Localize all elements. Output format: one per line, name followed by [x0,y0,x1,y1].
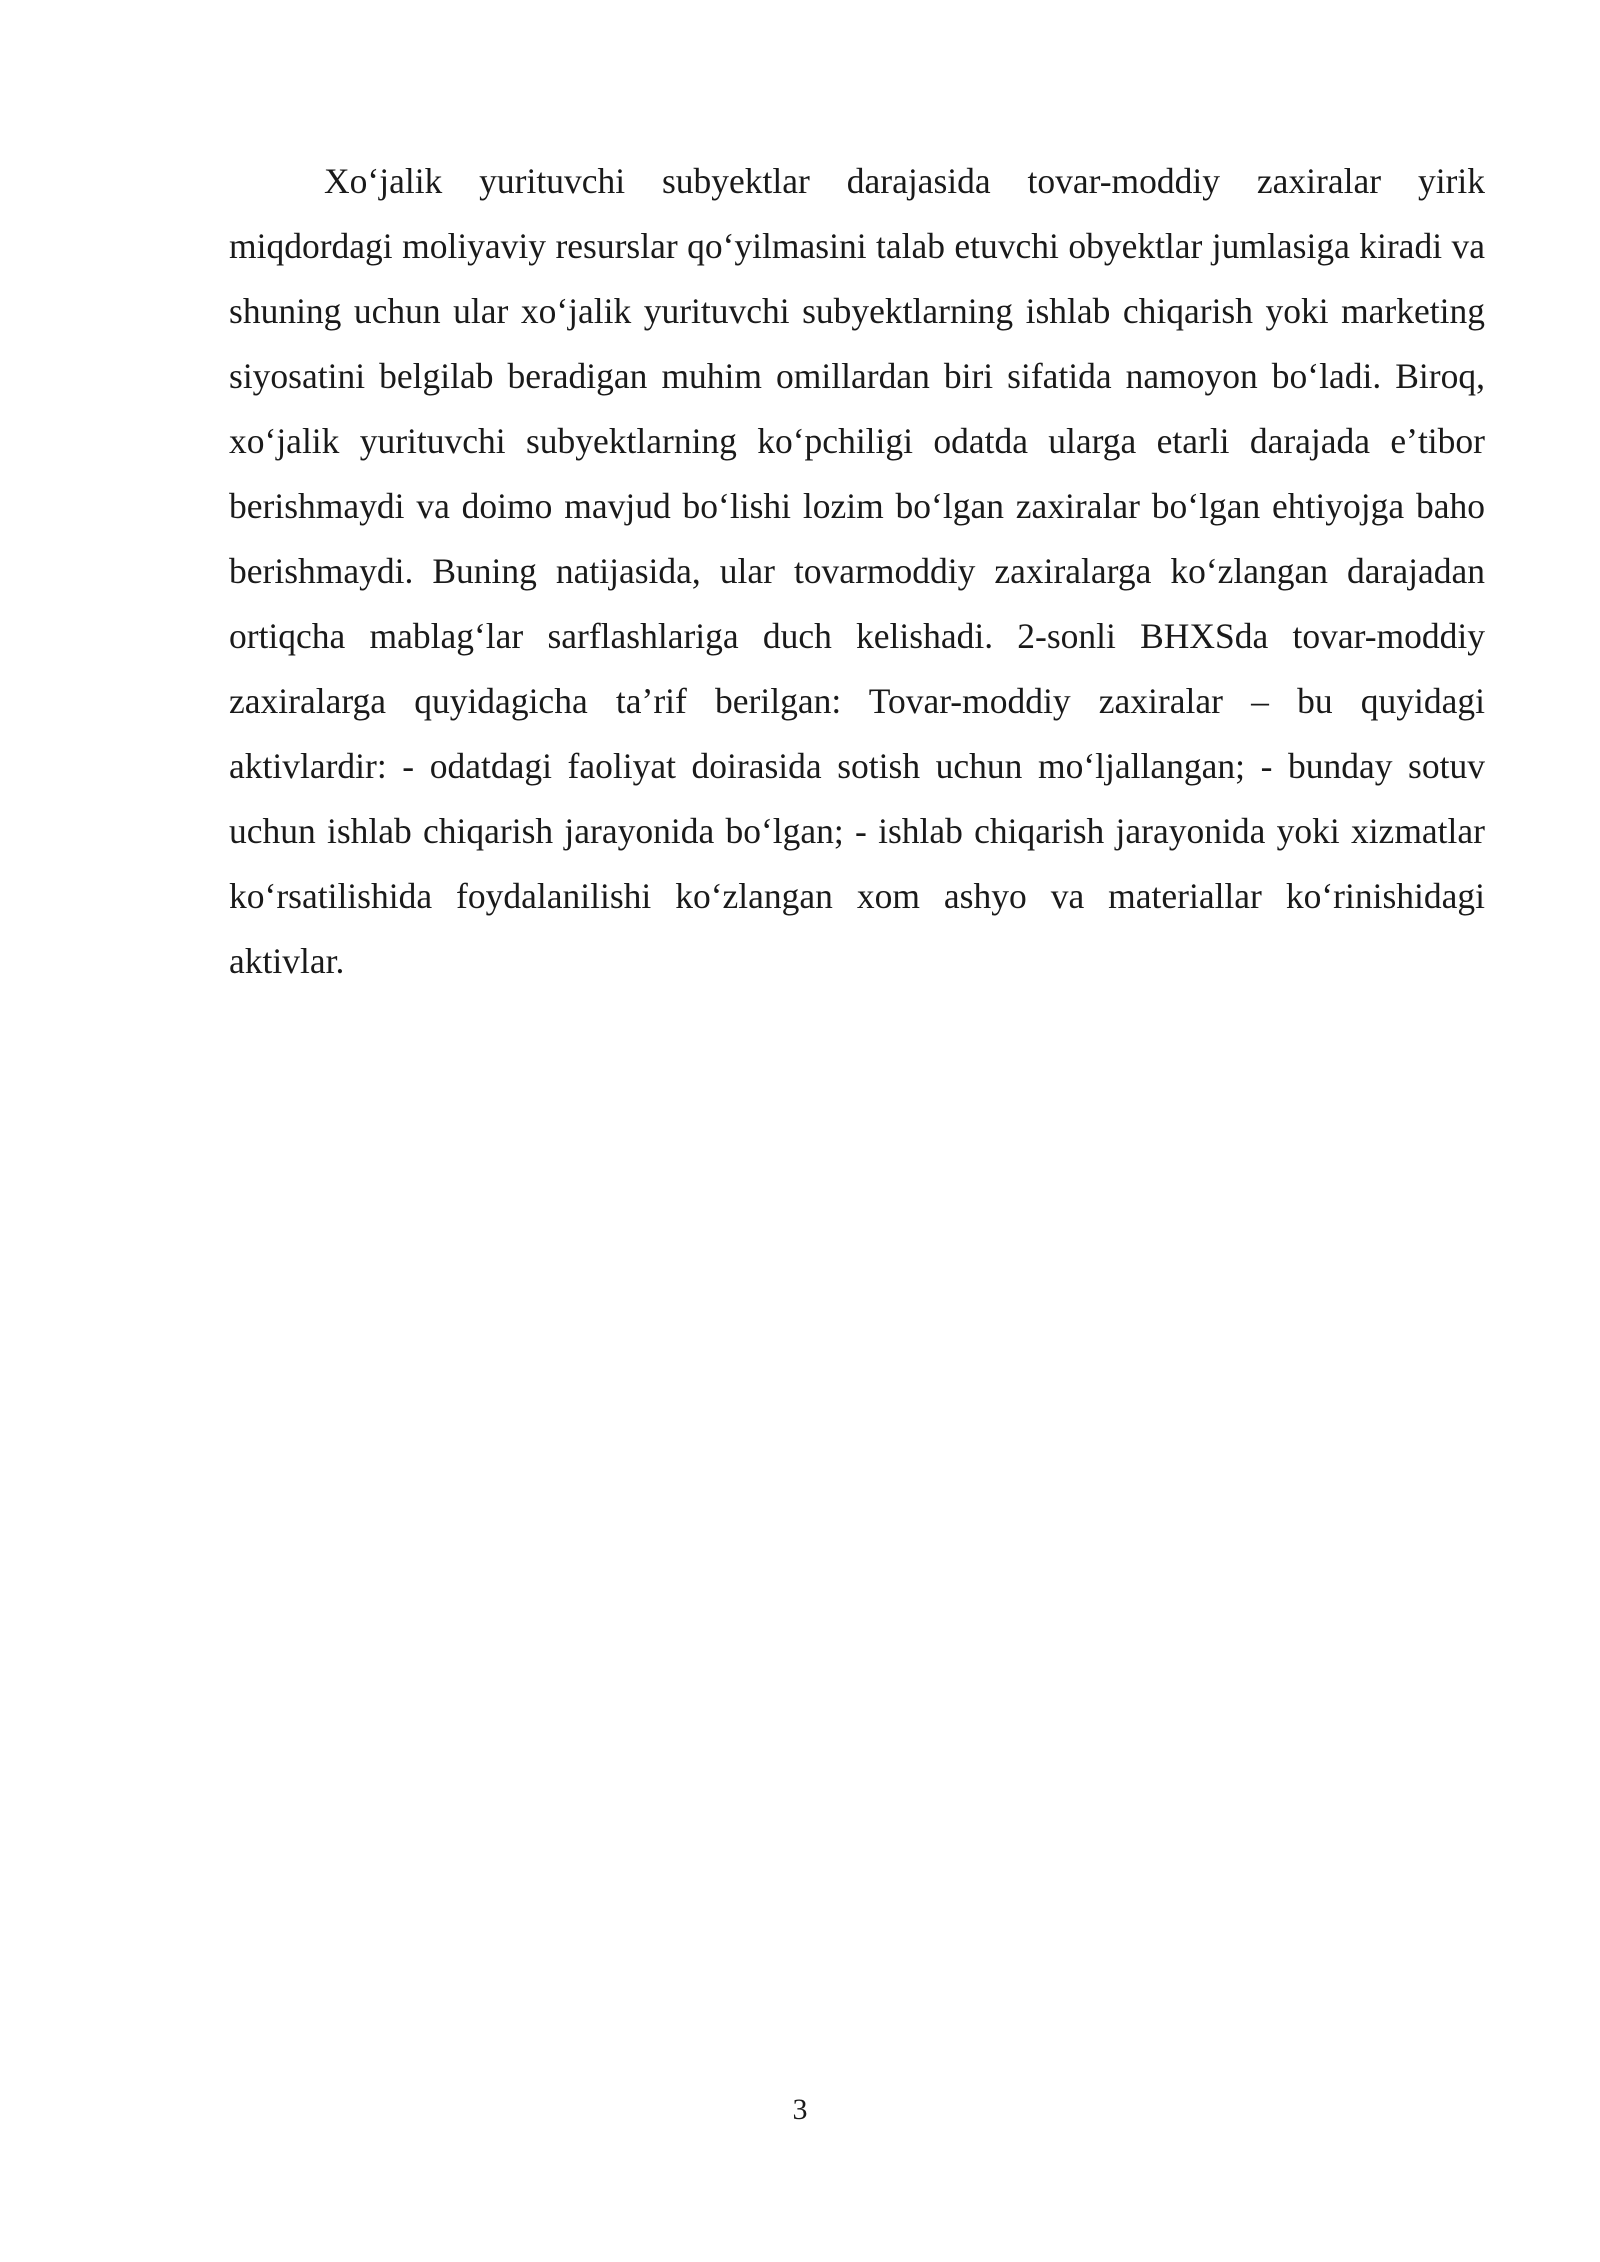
page-number: 3 [792,2093,808,2126]
body-paragraph: Xoʻjalik yurituvchi subyektlar darajasida tovar-moddiy zaxiralar yirik miqdordagi moliyaviy resurslar qoʻyilmasini talab etuvchi obyektlar jumlasiga kiradi va shuning uchun ular xoʻjalik yurituvchi subyektlarning ishlab chiqarish yoki marketing siyosatini belgilab beradigan muhim omillardan biri sifatida namoyon boʻladi. Biroq, xoʻjalik yurituvchi subyektlarning koʻpchiligi odatda ularga etarli darajada eʼtibor berishmaydi va doimo mavjud boʻlishi lozim boʻlgan zaxiralar boʻlgan ehtiyojga baho berishmaydi. Buning natijasida, ular tovarmoddiy zaxiralarga koʻzlangan darajadan ortiqcha mablagʻlar sarflashlariga duch kelishadi. 2-sonli BHXSda tovar-moddiy zaxiralarga quyidagicha taʼrif berilgan: Tovar-moddiy zaxiralar – bu quyidagi aktivlardir: - odatdagi faoliyat doirasida sotish uchun moʻljallangan; - bunday sotuv uchun ishlab chiqarish jarayonida boʻlgan; - ishlab chiqarish jarayonida yoki xizmatlar koʻrsatilishida foydalanilishi koʻzlangan xom ashyo va materiallar koʻrinishidagi aktivlar. [229,161,1485,981]
